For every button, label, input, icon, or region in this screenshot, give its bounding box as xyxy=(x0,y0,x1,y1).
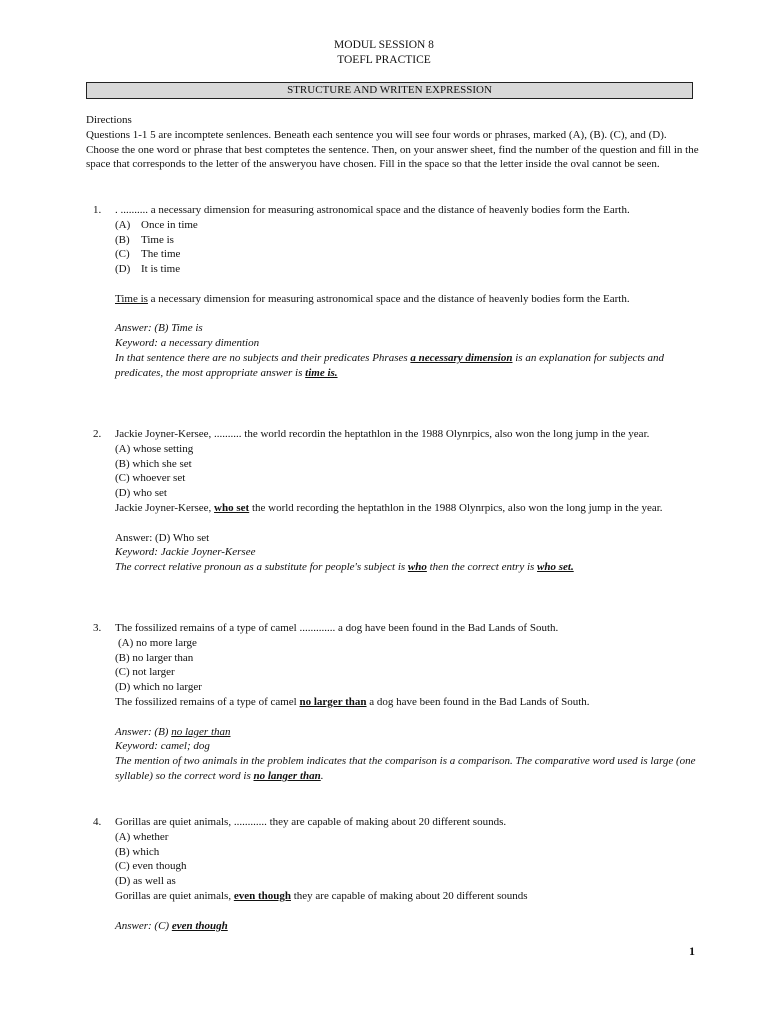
module-title: MODUL SESSION 8 xyxy=(334,39,434,51)
question-4 xyxy=(93,815,700,933)
section-banner: STRUCTURE AND WRITEN EXPRESSION xyxy=(86,82,693,99)
option-d: (D) It is time xyxy=(115,263,181,276)
directions-block xyxy=(86,113,700,172)
filled-sentence: Gorillas are quiet animals, even though they are capable of making about 20 different sounds xyxy=(115,889,528,902)
option-b: (B) Time is xyxy=(115,233,174,246)
option-a: (A) no more large xyxy=(118,636,197,649)
question-2 xyxy=(93,427,700,575)
keyword-line: Keyword: camel; dog xyxy=(115,740,210,753)
directions-title: Directions xyxy=(86,114,132,126)
option-d: (D) who set xyxy=(115,487,167,500)
explanation: The correct relative pronoun as a substitute for people's subject is who then the correct entry is who set. xyxy=(115,561,574,574)
keyword-line: Keyword: a necessary dimention xyxy=(115,337,260,350)
option-a: (A) Once in time xyxy=(115,218,198,231)
question-stem: Jackie Joyner-Kersee, .......... the world recordin the heptathlon in the 1988 Olynrpics, also won the long jump in the year. xyxy=(115,428,650,440)
question-stem: . .......... a necessary dimension for measuring astronomical space and the distance of heavenly bodies form the Earth. xyxy=(115,204,630,216)
option-c: (C) whoever set xyxy=(115,472,186,485)
question-stem: The fossilized remains of a type of camel ............. a dog have been found in the Bad Lands of South. xyxy=(115,622,559,634)
explanation: In that sentence there are no subjects and their predicates Phrases a necessary dimension is an explanation for subjects and predicates, the most appropriate answer is time is. xyxy=(115,351,665,379)
filled-sentence: Time is a necessary dimension for measuring astronomical space and the distance of heavenly bodies form the Earth. xyxy=(115,292,630,305)
option-a: (A) whose setting xyxy=(115,442,194,455)
option-b: (B) which she set xyxy=(115,457,192,470)
answer-line: Answer: (B) no lager than xyxy=(115,725,231,738)
answer-line: Answer: (B) Time is xyxy=(115,322,203,335)
question-1 xyxy=(93,203,700,381)
option-b: (B) which xyxy=(115,845,160,858)
explanation: The mention of two animals in the problem indicates that the comparison is a comparison. The comparative word used is large (one syllable) so the correct word is no langer than. xyxy=(115,755,696,782)
keyword-line: Keyword: Jackie Joyner-Kersee xyxy=(115,546,256,559)
module-subtitle: TOEFL PRACTICE xyxy=(337,54,431,66)
answer-line: Answer: (C) even though xyxy=(115,919,228,932)
question-number: 2. xyxy=(93,428,102,440)
filled-sentence: Jackie Joyner-Kersee, who set the world recording the heptathlon in the 1988 Olynrpics, also won the long jump in the year. xyxy=(115,501,663,514)
option-a: (A) whether xyxy=(115,830,169,843)
option-c: (C) even though xyxy=(115,860,187,873)
option-c: (C) The time xyxy=(115,248,181,261)
filled-sentence: The fossilized remains of a type of camel no larger than a dog have been found in the Bad Lands of South. xyxy=(115,695,590,708)
option-d: (D) which no larger xyxy=(115,681,202,694)
option-c: (C) not larger xyxy=(115,666,175,679)
question-number: 4. xyxy=(93,816,102,828)
page-number: 1 xyxy=(689,944,695,958)
answer-line: Answer: (D) Who set xyxy=(115,531,210,544)
question-3 xyxy=(93,621,700,784)
question-number: 1. xyxy=(93,204,102,216)
option-b: (B) no larger than xyxy=(115,651,194,664)
option-d: (D) as well as xyxy=(115,875,176,888)
directions-text: Questions 1-1 5 are incomptete senlences. Beneath each sentence you will see four words or phrases, marked (A), (B). (C), and (D). Choose the one word or phrase that best comptetes the sentence. Then, on your answer sheet, find the number of the question and fill in the space that corresponds to the letter of the answeryou have chosen. Fill in the space so that the letter inside the oval cannot be seen. xyxy=(86,128,699,171)
question-stem: Gorillas are quiet animals, ............ they are capable of making about 20 different sounds. xyxy=(115,816,507,828)
question-number: 3. xyxy=(93,622,102,634)
